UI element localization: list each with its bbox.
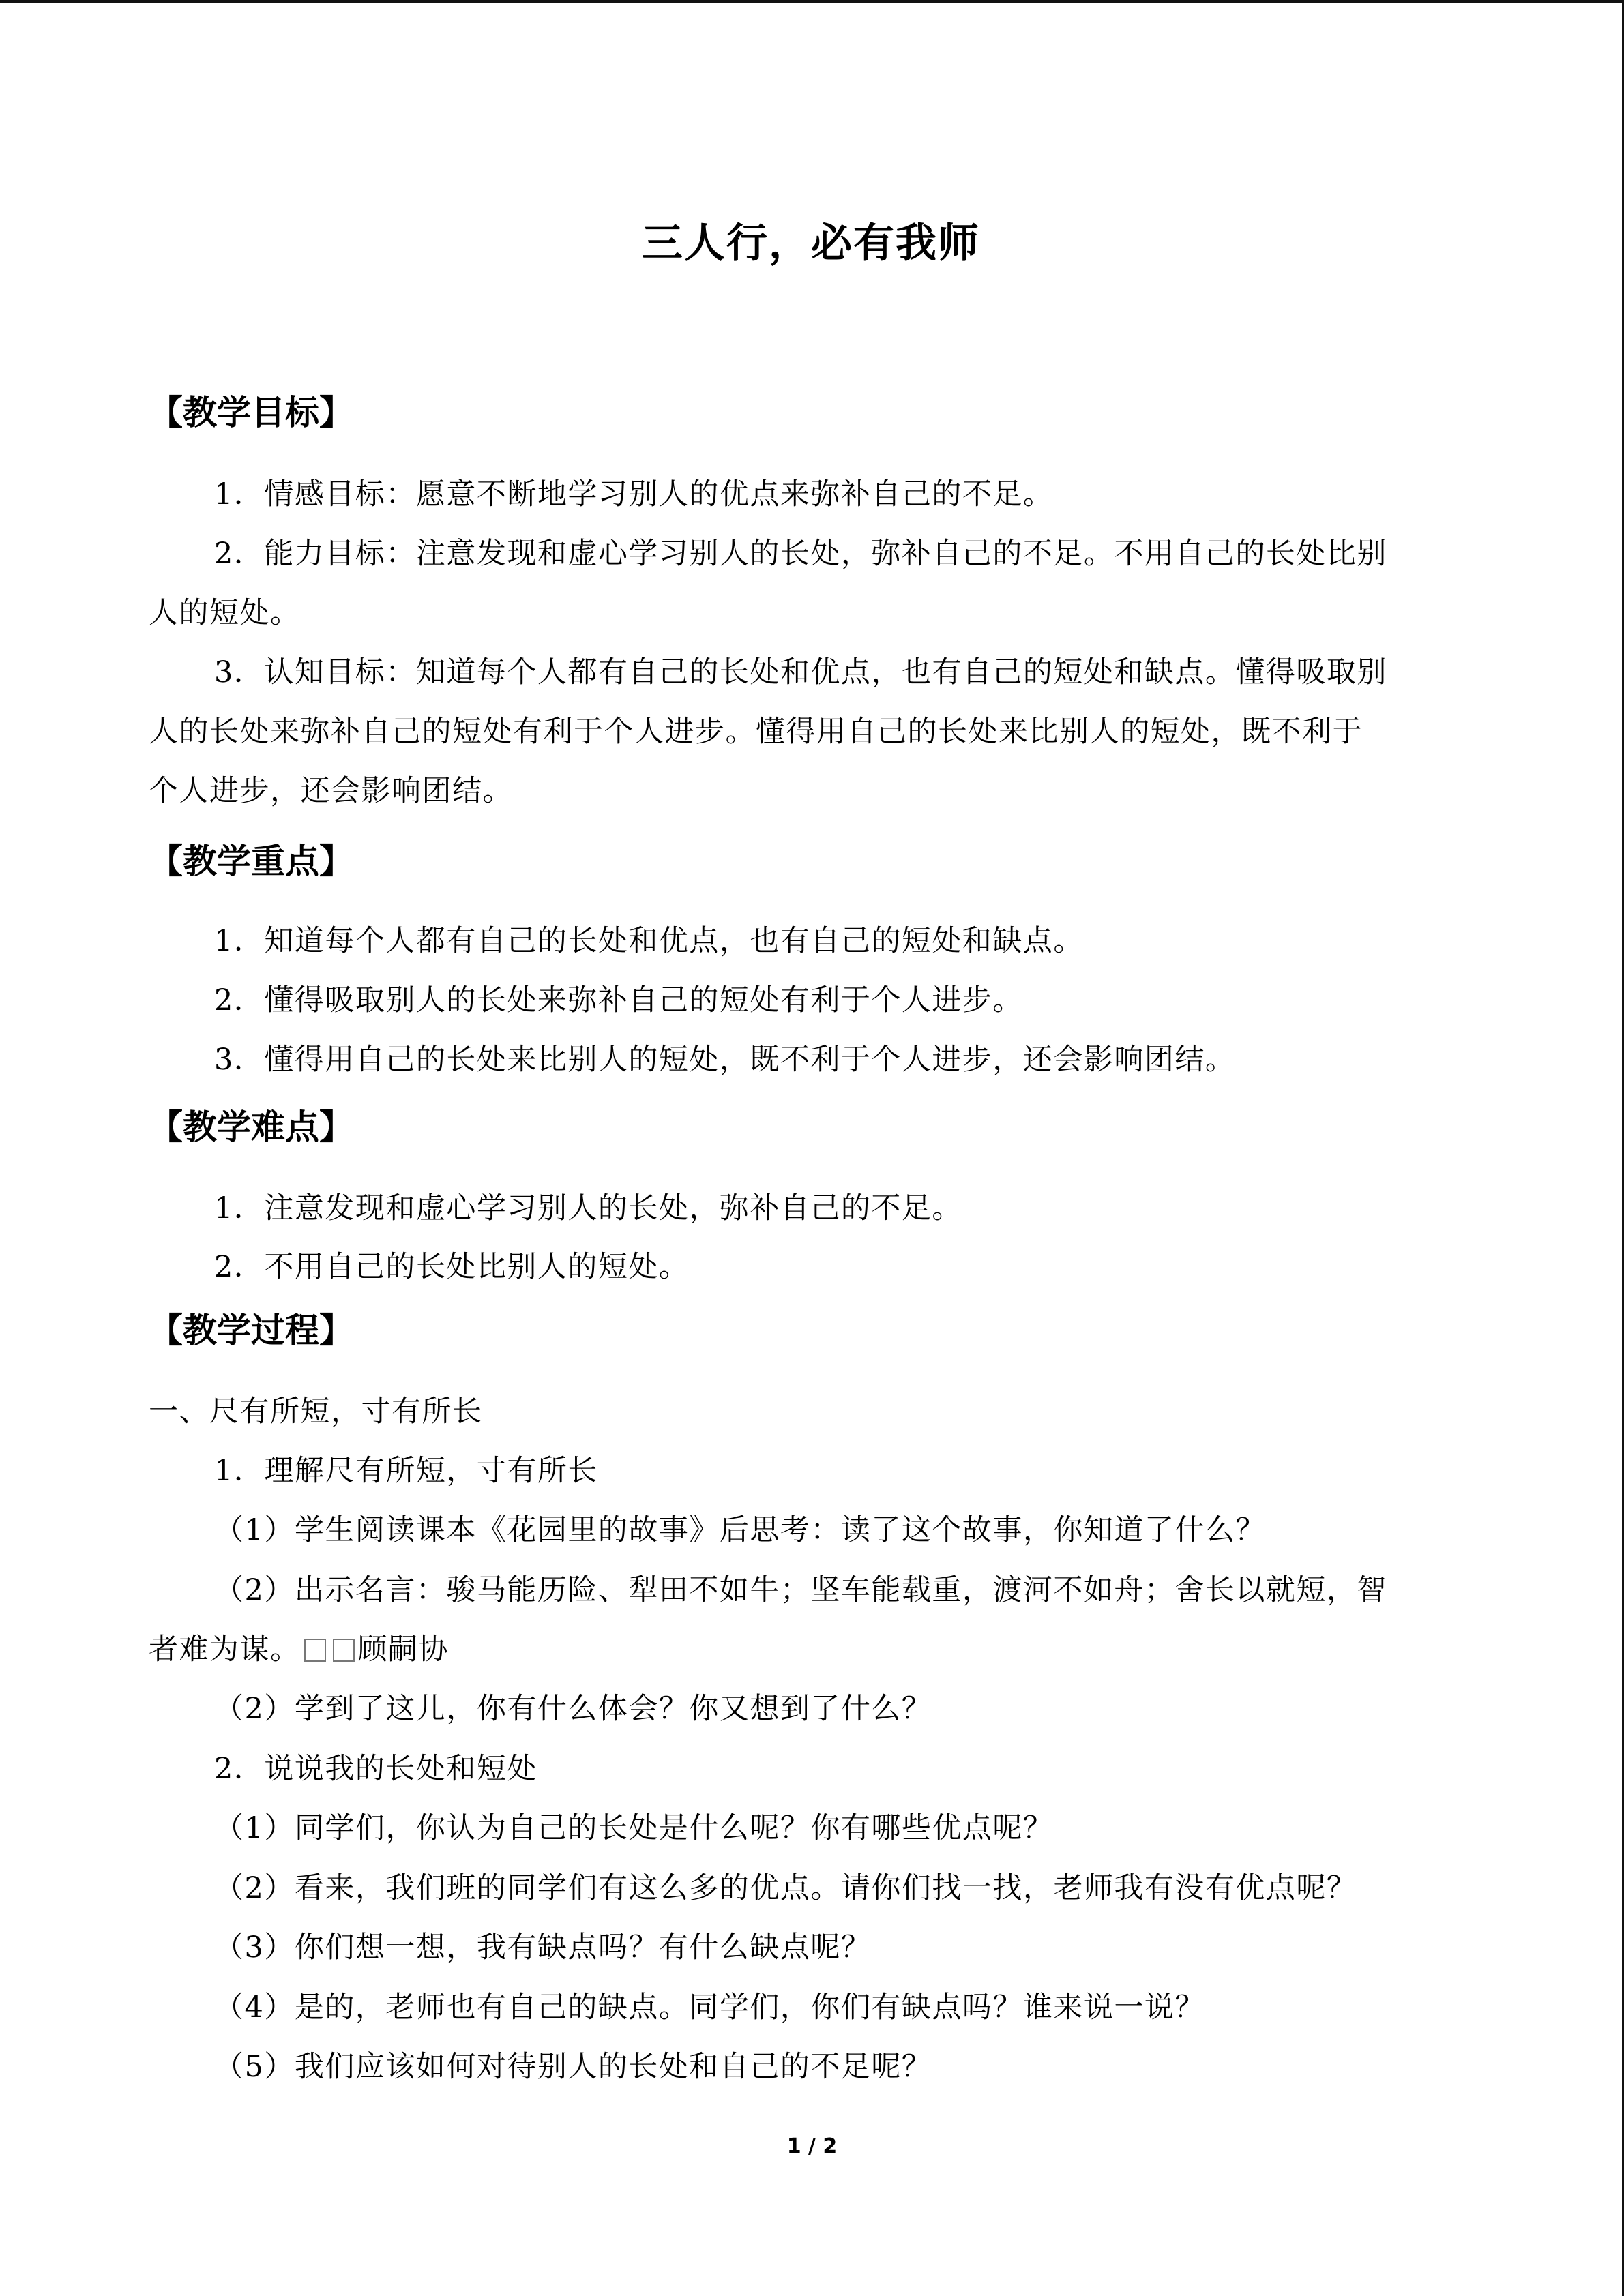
heading-objectives: 【教学目标】: [149, 393, 353, 432]
process-step-1-item-2-cont: [149, 1629, 1473, 1670]
page-number: 1 / 2: [786, 2134, 838, 2158]
document-title: 三人行，必有我师: [642, 220, 980, 267]
missing-glyph-box: [304, 1639, 326, 1662]
difficulty-line-1: 1．注意发现和虚心学习别人的长处，弥补自己的不足。: [214, 1191, 962, 1225]
quote-ending: 者难为谋。: [149, 1632, 301, 1667]
difficulty-line-2: 2．不用自己的长处比别人的短处。: [214, 1250, 690, 1284]
objective-line-1: 1．情感目标：愿意不断地学习别人的优点来弥补自己的不足。: [214, 477, 1054, 511]
process-section-1-title: 一、尺有所短，寸有所长: [149, 1395, 483, 1429]
page-top-border: [0, 0, 1624, 3]
process-step-2-item-1: （1）同学们，你认为自己的长处是什么呢？你有哪些优点呢？: [214, 1811, 1054, 1845]
process-step-1-item-1: （1）学生阅读课本《花园里的故事》后思考：读了这个故事，你知道了什么？: [214, 1513, 1266, 1547]
process-step-1-item-2: （2）出示名言：骏马能历险、犁田不如牛；坚车能载重，渡河不如舟；舍长以就短，智: [214, 1573, 1387, 1607]
process-step-2-item-5: （5）我们应该如何对待别人的长处和自己的不足呢？: [214, 2050, 932, 2084]
objective-line-2: 2．能力目标：注意发现和虚心学习别人的长处，弥补自己的不足。不用自己的长处比别: [214, 537, 1387, 571]
process-step-2-item-3: （3）你们想一想，我有缺点吗？有什么缺点呢？: [214, 1930, 872, 1965]
heading-process: 【教学过程】: [149, 1311, 353, 1350]
heading-key-points: 【教学重点】: [149, 841, 353, 881]
key-point-line-1: 1．知道每个人都有自己的长处和优点，也有自己的短处和缺点。: [214, 924, 1084, 958]
process-step-2-item-2: （2）看来，我们班的同学们有这么多的优点。请你们找一找，老师我有没有优点呢？: [214, 1871, 1357, 1905]
quote-author: 顾嗣协: [357, 1632, 449, 1667]
heading-difficulties: 【教学难点】: [149, 1107, 353, 1147]
objective-line-3-cont-b: 个人进步，还会影响团结。: [149, 774, 513, 808]
objective-line-3: 3．认知目标：知道每个人都有自己的长处和优点，也有自己的短处和缺点。懂得吸取别: [214, 655, 1387, 689]
objective-line-2-cont: 人的短处。: [149, 596, 301, 630]
objective-line-3-cont-a: 人的长处来弥补自己的短处有利于个人进步。懂得用自己的长处来比别人的短处，既不利于: [149, 715, 1363, 749]
process-step-2-item-4: （4）是的，老师也有自己的缺点。同学们，你们有缺点吗？谁来说一说？: [214, 1991, 1205, 2025]
key-point-line-3: 3．懂得用自己的长处来比别人的短处，既不利于个人进步，还会影响团结。: [214, 1043, 1236, 1077]
process-step-2: 2．说说我的长处和短处: [214, 1752, 537, 1786]
process-step-1-item-3: （2）学到了这儿，你有什么体会？你又想到了什么？: [214, 1692, 932, 1726]
missing-glyph-box: [333, 1639, 355, 1662]
key-point-line-2: 2．懂得吸取别人的长处来弥补自己的短处有利于个人进步。: [214, 983, 1023, 1017]
process-step-1: 1．理解尺有所短，寸有所长: [214, 1454, 598, 1488]
